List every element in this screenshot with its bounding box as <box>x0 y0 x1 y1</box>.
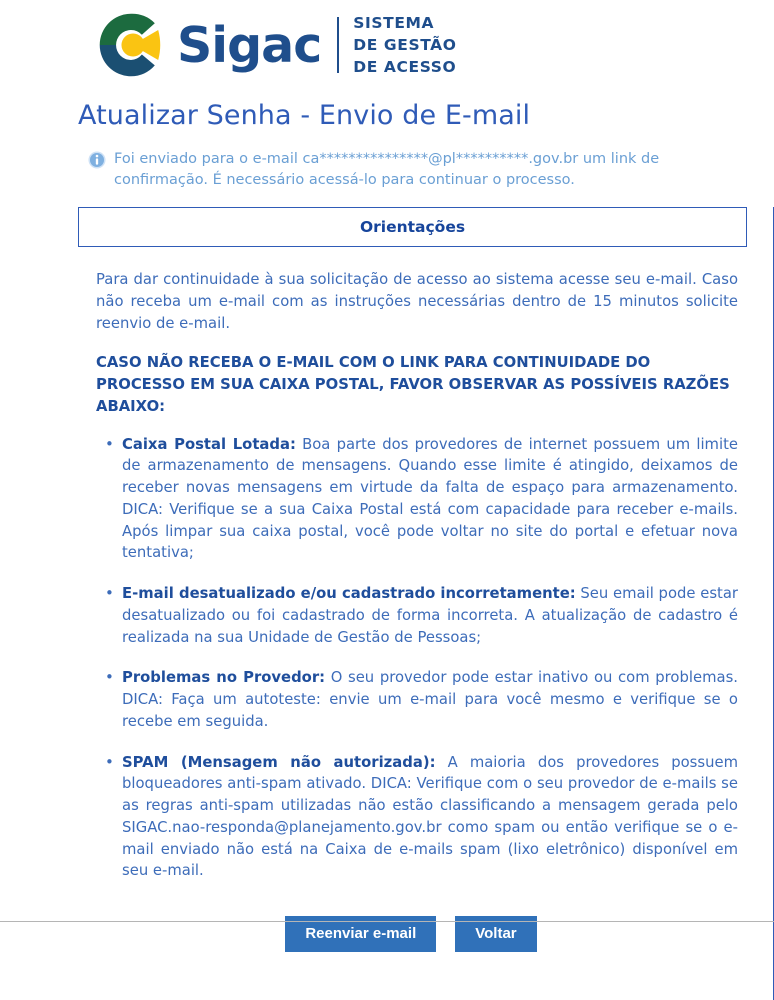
orientacoes-panel <box>0 207 774 1000</box>
logo-wordmark <box>177 12 457 78</box>
reason-text: Boa parte dos provedores de internet possuem um limite de armazenamento de mensagens. Quando esse limite é atingido, deixamos de receber novas mensagens em virtude da falta de espaço para armazenamento. DICA: Verifique se a sua Caixa Postal está com capacidade para receber e-mails. Após limpar sua caixa postal, você pode voltar no site do portal e efetuar nova tentativa; <box>122 435 738 562</box>
reason-text: Seu email pode estar desatualizado ou foi cadastrado de forma incorreta. A atualização de cadastro é realizada na sua Unidade de Gestão de Pessoas; <box>122 585 738 646</box>
reason-lead: Problemas no Provedor: <box>122 669 326 687</box>
list-item <box>122 752 738 883</box>
panel-bottom-spacer <box>96 952 738 1000</box>
reason-lead: Caixa Postal Lotada: <box>122 435 296 453</box>
panel-header-title: Orientações <box>78 207 747 247</box>
logo-divider <box>337 17 339 73</box>
info-alert <box>88 149 663 190</box>
logo-tagline-line-2: DE GESTÃO <box>353 36 457 54</box>
reason-lead: SPAM (Mensagem não autorizada): <box>122 753 436 771</box>
logo-tagline <box>353 12 456 78</box>
info-alert-message: Foi enviado para o e-mail ca***************@pl**********.gov.br um link de confirmação. É necessário acessá-lo para continuar o processo. <box>114 151 660 188</box>
list-item <box>122 667 738 732</box>
info-icon <box>88 151 106 169</box>
reasons-list <box>96 434 738 883</box>
back-button[interactable]: Voltar <box>455 916 536 952</box>
sigac-circle-logo-icon <box>97 11 165 79</box>
reason-text: A maioria dos provedores possuem bloqueadores anti-spam ativado. DICA: Verifique com o seu provedor de e-mails se as regras anti-spam utilizadas não estão classificando a mensagem gerada pelo SIGAC.nao-responda@planejamento.gov.br como spam ou então verifique se o e-mail enviado não está na Caixa de e-mails spam (lixo eletrônico) disponível em seu e-mail. <box>122 753 739 880</box>
resend-email-button[interactable]: Reenviar e-mail <box>285 916 436 952</box>
list-item <box>122 583 738 648</box>
brand-logo <box>0 0 774 82</box>
logo-brand-text: Sigac <box>177 16 322 74</box>
logo-tagline-line-3: DE ACESSO <box>353 58 457 76</box>
panel-intro-text: Para dar continuidade à sua solicitação de acesso ao sistema acesse seu e-mail. Caso não receba um e-mail com as instruções necessárias dentro de 15 minutos solicite reenvio de e-mail. <box>96 271 738 332</box>
footer-divider <box>0 921 774 922</box>
reason-lead: E-mail desatualizado e/ou cadastrado incorretamente: <box>122 585 576 603</box>
panel-body <box>0 247 773 1000</box>
panel-intro-emphasis: CASO NÃO RECEBA O E-MAIL COM O LINK PARA CONTINUIDADE DO PROCESSO EM SUA CAIXA POSTAL, FAVOR OBSERVAR AS POSSÍVEIS RAZÕES ABAIXO: <box>96 354 730 415</box>
reason-text: O seu provedor pode estar inativo ou com problemas. DICA: Faça um autoteste: envie um e-mail para você mesmo e verifique se o recebe em seguida. <box>122 669 738 730</box>
logo-tagline-line-1: SISTEMA <box>353 14 435 32</box>
page-title: Atualizar Senha - Envio de E-mail <box>78 100 531 131</box>
list-item <box>122 434 738 565</box>
